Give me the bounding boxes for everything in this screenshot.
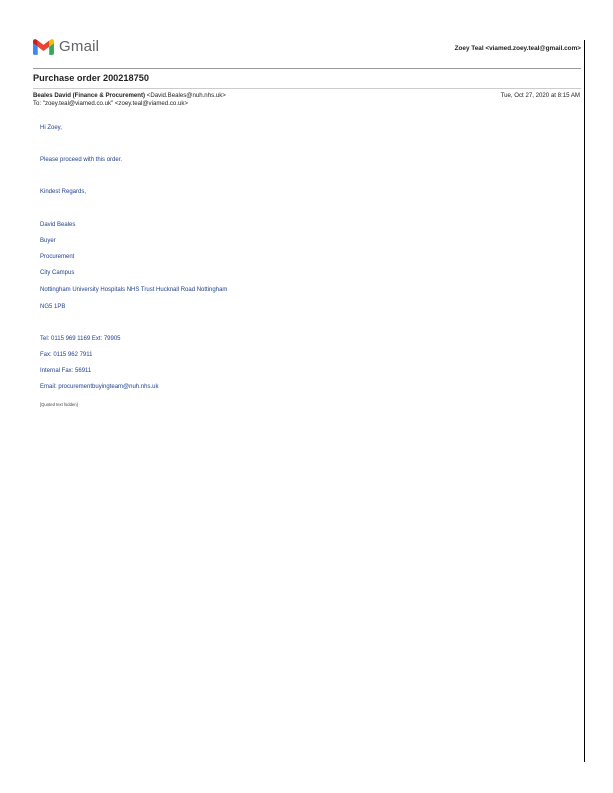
signature-name: David Beales xyxy=(40,222,76,228)
quoted-text-hidden[interactable]: [Quoted text hidden] xyxy=(40,402,78,407)
page-right-border xyxy=(584,40,585,762)
message: Please proceed with this order. xyxy=(40,157,123,163)
signature-tel: Tel: 0115 969 1169 Ext: 79905 xyxy=(40,336,121,342)
sender-name: Beales David (Finance & Procurement) xyxy=(33,92,146,99)
gmail-logo-icon xyxy=(33,39,54,55)
email-subject: Purchase order 200218750 xyxy=(33,73,149,83)
signature-address: Nottingham University Hospitals NHS Trust Hucknall Road Nottingham xyxy=(40,287,228,293)
signature-campus: City Campus xyxy=(40,270,75,276)
account-label: Zoey Teal <viamed.zoey.teal@gmail.com> xyxy=(454,45,581,52)
header-divider xyxy=(33,68,581,69)
email-date: Tue, Oct 27, 2020 at 8:15 AM xyxy=(500,92,580,99)
signature-department: Procurement xyxy=(40,254,75,260)
subject-divider xyxy=(33,88,581,89)
gmail-wordmark: Gmail xyxy=(59,38,100,55)
sender-address: <David.Beales@nuh.nhs.uk> xyxy=(146,92,226,99)
signoff: Kindest Regards, xyxy=(40,189,87,195)
greeting: Hi Zoey, xyxy=(40,125,62,131)
print-header xyxy=(33,38,581,60)
gmail-logo xyxy=(33,38,99,55)
recipient-line: To: "zoey.teal@viamed.co.uk" <zoey.teal@viamed.co.uk> xyxy=(33,100,189,107)
signature-postcode: NG5 1PB xyxy=(40,304,66,310)
signature-email: Email: procurementbuyingteam@nuh.nhs.uk xyxy=(40,384,159,390)
signature-fax: Fax: 0115 962 7911 xyxy=(40,352,93,358)
from-line xyxy=(33,92,226,99)
signature-title: Buyer xyxy=(40,238,56,244)
signature-internal-fax: Internal Fax: 56911 xyxy=(40,368,92,374)
